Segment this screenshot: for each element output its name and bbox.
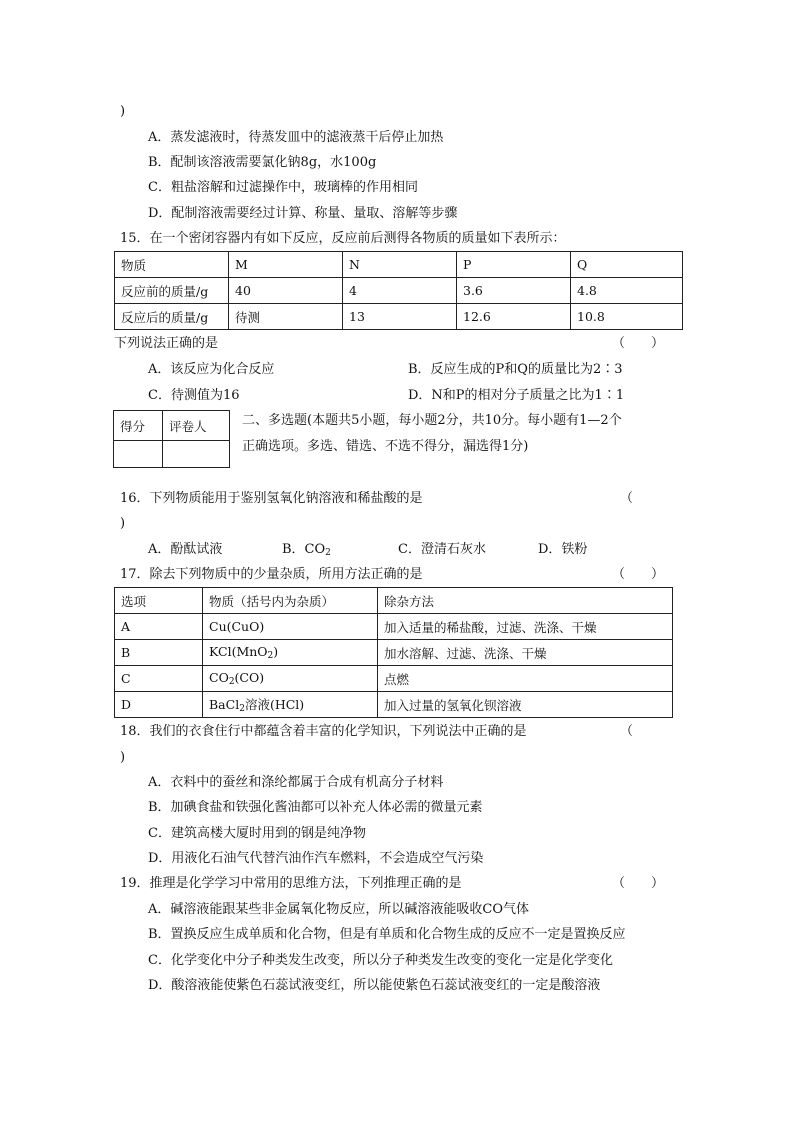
section2-heading-line1: 二、多选题(本题共5小题，每小题2分，共10分。每小题有1—2个: [242, 413, 622, 428]
q15-before-p: 3.6: [457, 278, 571, 304]
q15-answer-bracket: （ ）: [612, 336, 665, 351]
q15-after-m: 待测: [229, 304, 343, 330]
q15-table-row-before: [115, 278, 683, 304]
q16-stem: 16．下列物质能用于鉴别氢氧化钠溶液和稀盐酸的是: [120, 491, 423, 506]
q15-stem: 15．在一个密闭容器内有如下反应，反应前后测得各物质的质量如下表所示：: [120, 231, 566, 246]
q14-continuation: ): [120, 104, 126, 119]
q17-row-d-substance: BaCl$_2$溶液(HCl): [203, 692, 378, 718]
q16-answer-bracket: （: [620, 491, 634, 506]
q16-option-c: C．澄清石灰水: [398, 542, 486, 557]
q17-header-method: 除杂方法: [378, 588, 673, 614]
q17-table-row-c: [115, 666, 673, 692]
q14-option-a: A．蒸发滤液时，待蒸发皿中的滤液蒸干后停止加热: [148, 130, 444, 145]
q17-purification-table: [114, 587, 673, 718]
q17-table-row-d: [115, 692, 673, 718]
q17-row-a-substance: Cu(CuO): [203, 614, 378, 640]
q15-option-c: C．待测值为16: [148, 388, 240, 403]
q15-option-b: B．反应生成的P和Q的质量比为2∶3: [408, 362, 623, 377]
score-label: 得分: [114, 411, 163, 441]
q18-continuation: ): [120, 750, 126, 765]
q19-option-c: C．化学变化中分子种类发生改变，所以分子种类发生改变的变化一定是化学变化: [148, 953, 613, 968]
q15-option-d: D．N和P的相对分子质量之比为1∶1: [408, 388, 625, 403]
q17-answer-bracket: （ ）: [612, 567, 665, 582]
q17-stem: 17．除去下列物质中的少量杂质，所用方法正确的是: [120, 567, 423, 582]
score-cell[interactable]: [114, 441, 163, 468]
q18-option-c: C．建筑高楼大厦时用到的钢是纯净物: [148, 826, 366, 841]
q15-header-n: N: [343, 252, 457, 278]
q17-table-row-b: [115, 640, 673, 666]
q15-option-a: A．该反应为化合反应: [148, 362, 275, 377]
q17-row-c-substance: $CO_2(CO)$: [203, 666, 378, 692]
q17-row-c-method: 点燃: [378, 666, 673, 692]
q14-option-c: C．粗盐溶解和过滤操作中，玻璃棒的作用相同: [148, 180, 418, 195]
q18-stem: 18．我们的衣食住行中都蕴含着丰富的化学知识，下列说法中正确的是: [120, 724, 527, 739]
q17-row-a-method: 加入适量的稀盐酸，过滤、洗涤、干燥: [378, 614, 673, 640]
section2-heading-line2: 正确选项。多选、错选、不选不得分，漏选得1分): [242, 439, 529, 454]
grader-cell[interactable]: [163, 441, 230, 468]
q19-option-a: A．碱溶液能跟某些非金属氧化物反应，所以碱溶液能吸收CO气体: [148, 902, 529, 917]
grader-label: 评卷人: [163, 411, 230, 441]
q15-header-q: Q: [571, 252, 683, 278]
q17-row-a-option: A: [115, 614, 203, 640]
q17-header-substance: 物质（括号内为杂质）: [203, 588, 378, 614]
q15-prompt: 下列说法正确的是: [114, 336, 219, 351]
q15-header-m: M: [229, 252, 343, 278]
q16-option-d: D．铁粉: [538, 542, 588, 557]
q18-answer-bracket: （: [620, 724, 634, 739]
q16-continuation: ): [120, 516, 126, 531]
q17-row-b-option: B: [115, 640, 203, 666]
q15-table-header-row: [115, 252, 683, 278]
q17-row-c-option: C: [115, 666, 203, 692]
q17-row-b-substance: KCl(MnO$_2$): [203, 640, 378, 666]
q18-option-d: D．用液化石油气代替汽油作汽车燃料，不会造成空气污染: [148, 851, 484, 866]
q19-option-b: B．置换反应生成单质和化合物，但是有单质和化合物生成的反应不一定是置换反应: [148, 927, 626, 942]
q18-option-a: A．衣料中的蚕丝和涤纶都属于合成有机高分子材料: [148, 775, 444, 790]
q15-header-substance: 物质: [115, 252, 229, 278]
q15-after-label: 反应后的质量/g: [115, 304, 229, 330]
q15-mass-table: [114, 251, 683, 330]
q15-after-p: 12.6: [457, 304, 571, 330]
q17-header-option: 选项: [115, 588, 203, 614]
q15-before-m: 40: [229, 278, 343, 304]
q17-row-d-method: 加入过量的氢氧化钡溶液: [378, 692, 673, 718]
q15-table-row-after: [115, 304, 683, 330]
q17-table-row-a: [115, 614, 673, 640]
q15-after-q: 10.8: [571, 304, 683, 330]
q15-after-n: 13: [343, 304, 457, 330]
q19-stem: 19．推理是化学学习中常用的思维方法，下列推理正确的是: [120, 876, 462, 891]
score-box: [113, 410, 230, 468]
q17-row-d-option: D: [115, 692, 203, 718]
q14-option-d: D．配制溶液需要经过计算、称量、量取、溶解等步骤: [148, 206, 458, 221]
q18-option-b: B．加碘食盐和铁强化酱油都可以补充人体必需的微量元素: [148, 800, 483, 815]
q15-before-q: 4.8: [571, 278, 683, 304]
q17-row-b-method: 加水溶解、过滤、洗涤、干燥: [378, 640, 673, 666]
q15-before-label: 反应前的质量/g: [115, 278, 229, 304]
q19-option-d: D．酸溶液能使紫色石蕊试液变红，所以能使紫色石蕊试液变红的一定是酸溶液: [148, 978, 601, 993]
q17-table-header-row: [115, 588, 673, 614]
q16-option-a: A．酚酞试液: [148, 542, 223, 557]
q19-answer-bracket: （ ）: [612, 876, 665, 891]
q14-option-b: B．配制该溶液需要氯化钠8g，水100g: [148, 155, 377, 170]
q15-header-p: P: [457, 252, 571, 278]
q15-before-n: 4: [343, 278, 457, 304]
q16-option-b: B．$CO_2$: [282, 542, 331, 558]
